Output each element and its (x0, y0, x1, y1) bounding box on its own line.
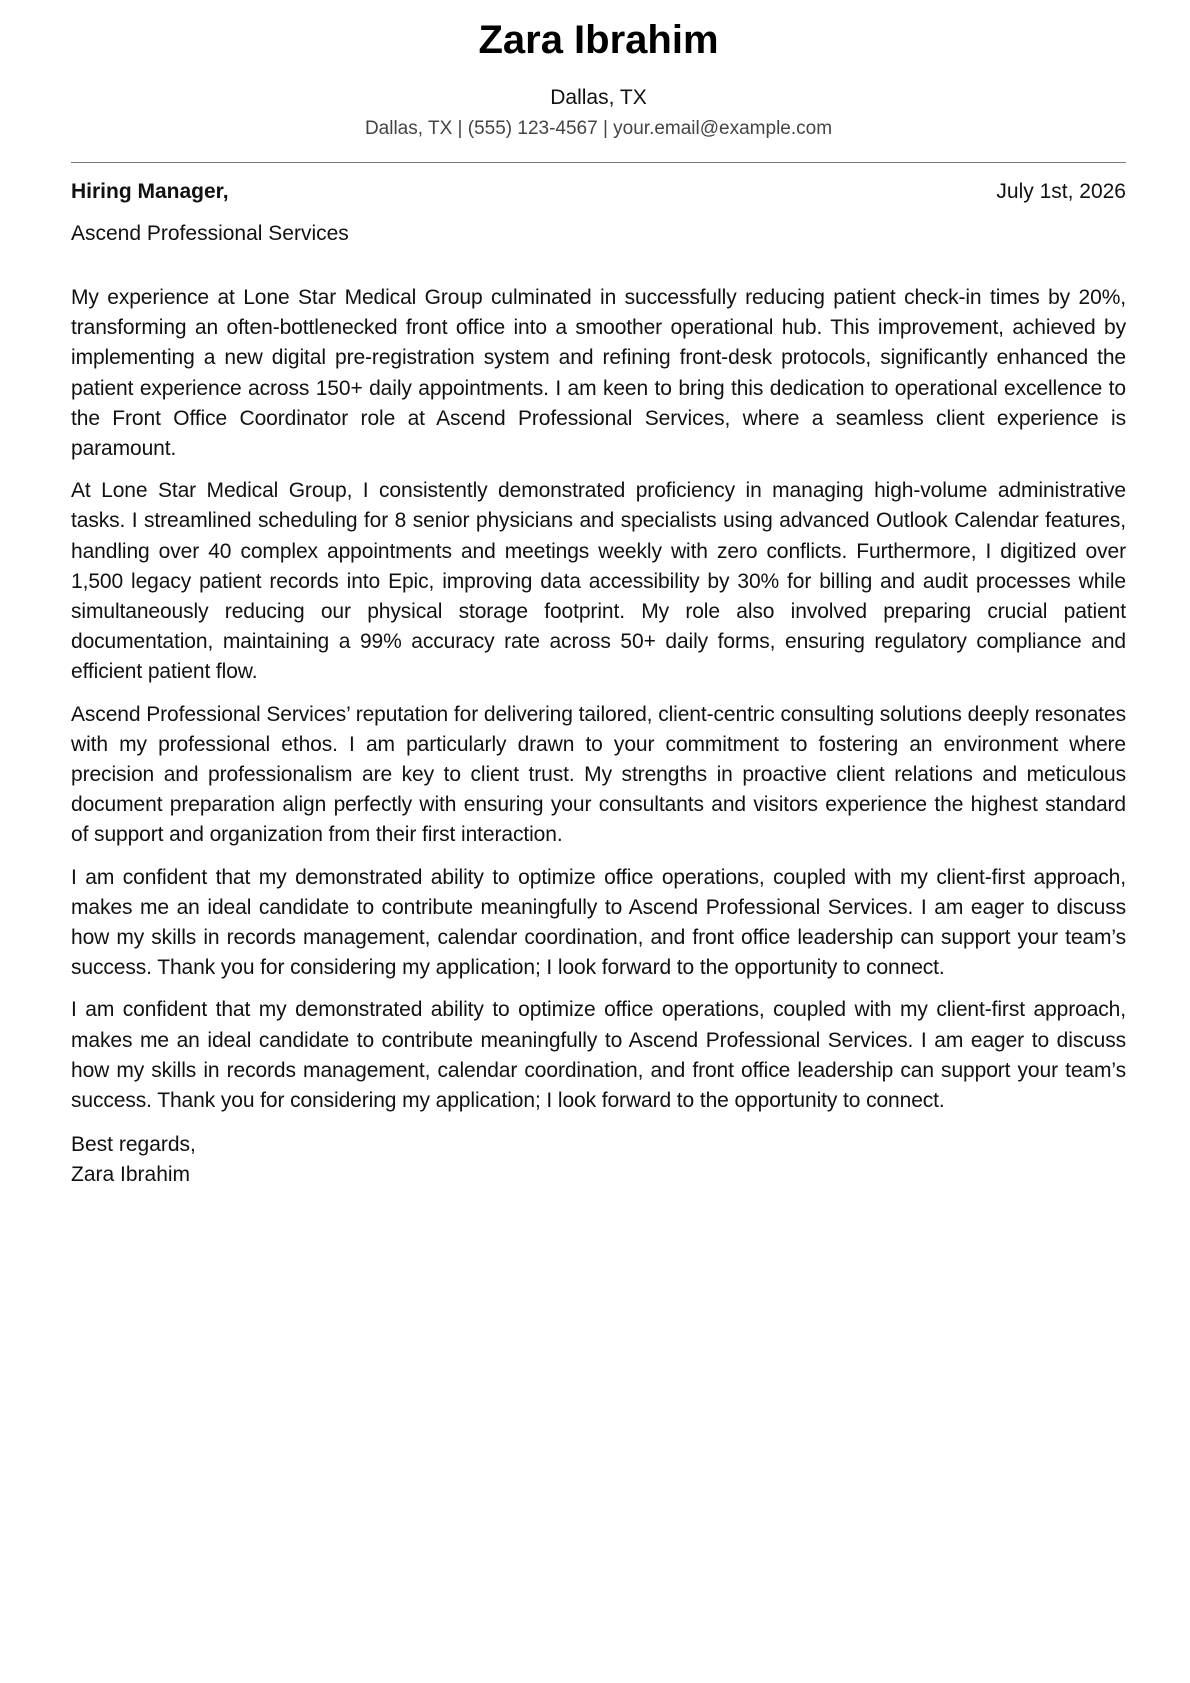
applicant-contact-line: Dallas, TX | (555) 123-4567 | your.email@example.com (364, 118, 833, 139)
letter-closing-block (71, 1130, 1126, 1190)
letter-body (71, 283, 1126, 1116)
recipient-company: Ascend Professional Services (71, 222, 349, 245)
applicant-name: Zara Ibrahim (478, 18, 719, 62)
body-paragraph-5: I am confident that my demonstrated ability to optimize office operations, coupled with my client-first approach, makes me an ideal candidate to contribute meaningfully to Ascend Professional Services. I am eager to discuss how my skills in records management, calendar coordination, and front office leadership can support your team’s success. Thank you for considering my application; I look forward to the opportunity to connect. (71, 998, 1126, 1113)
body-paragraph-2: At Lone Star Medical Group, I consistently demonstrated proficiency in managing high-volume administrative tasks. I streamlined scheduling for 8 senior physicians and specialists using advanced Outlook Calendar features, handling over 40 complex appointments and meetings weekly with zero conflicts. Furthermore, I digitized over 1,500 legacy patient records into Epic, improving data accessibility by 30% for billing and audit processes while simultaneously reducing our physical storage footprint. My role also involved preparing crucial patient documentation, maintaining a 99% accuracy rate across 50+ daily forms, ensuring regulatory compliance and efficient patient flow. (71, 479, 1126, 684)
applicant-location: Dallas, TX (550, 86, 647, 109)
body-paragraph-1: My experience at Lone Star Medical Group culminated in successfully reducing patient check-in times by 20%, transforming an often-bottlenecked front office into a smoother operational hub. This improvement, achieved by implementing a new digital pre-registration system and refining front-desk protocols, significantly enhanced the patient experience across 150+ daily appointments. I am keen to bring this dedication to operational excellence to the Front Office Coordinator role at Ascend Professional Services, where a seamless client experience is paramount. (71, 286, 1126, 461)
header-divider (71, 162, 1126, 163)
letter-header (71, 0, 1126, 142)
body-paragraph-4: I am confident that my demonstrated ability to optimize office operations, coupled with my client-first approach, makes me an ideal candidate to contribute meaningfully to Ascend Professional Services. I am eager to discuss how my skills in records management, calendar coordination, and front office leadership can support your team’s success. Thank you for considering my application; I look forward to the opportunity to connect. (71, 865, 1126, 980)
letter-date: July 1st, 2026 (996, 180, 1126, 203)
recipient-salutation: Hiring Manager, (71, 180, 229, 203)
closing-phrase: Best regards, (71, 1133, 196, 1157)
body-paragraph-3: Ascend Professional Services’ reputation for delivering tailored, client-centric consulting solutions deeply resonates with my professional ethos. I am particularly drawn to your commitment to fostering an environment where precision and professionalism are key to client trust. My strengths in proactive client relations and meticulous document preparation align perfectly with ensuring your consultants and visitors experience the highest standard of support and organization from their first interaction. (71, 702, 1126, 847)
recipient-date-row (71, 178, 1126, 206)
signature-name: Zara Ibrahim (71, 1163, 191, 1187)
cover-letter-page (71, 0, 1126, 1190)
